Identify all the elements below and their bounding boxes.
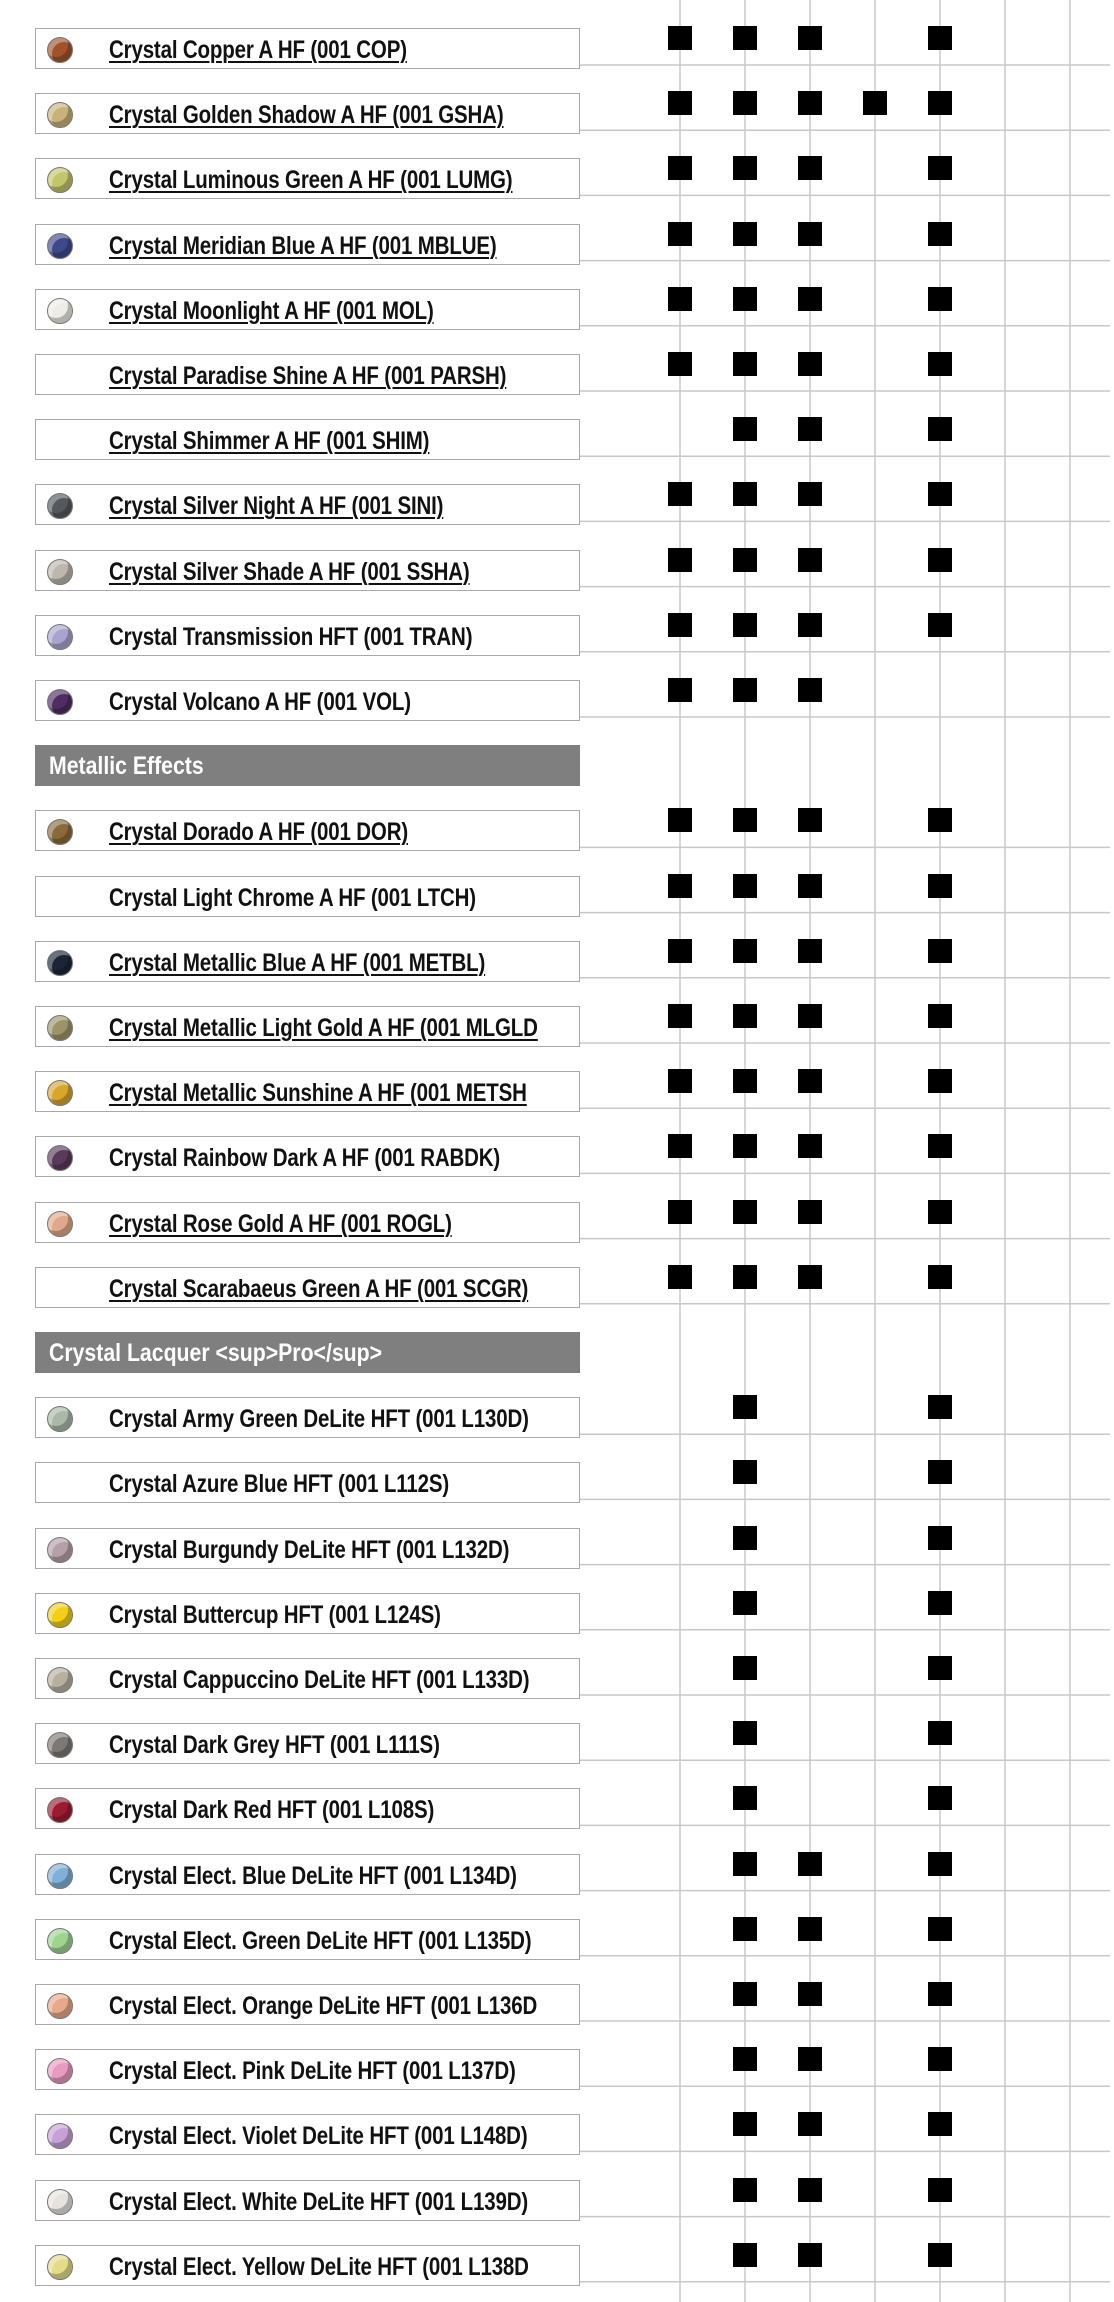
color-swatch-icon (47, 1537, 73, 1563)
availability-mark-c5 (928, 939, 952, 963)
product-row-box (35, 680, 580, 721)
availability-mark-c1 (668, 156, 692, 180)
availability-mark-c5 (928, 1982, 952, 2006)
product-row-box (35, 1397, 580, 1438)
availability-mark-c1 (668, 939, 692, 963)
product-row[interactable] (35, 419, 580, 460)
availability-mark-c2 (733, 874, 757, 898)
availability-mark-c3 (798, 613, 822, 637)
availability-mark-c1 (668, 1200, 692, 1224)
availability-mark-c1 (668, 482, 692, 506)
availability-mark-c2 (733, 1982, 757, 2006)
product-row-box (35, 615, 580, 656)
product-row[interactable] (35, 2114, 580, 2155)
product-row-box (35, 1984, 580, 2025)
product-link[interactable]: Crystal Copper A HF (001 COP) (109, 36, 407, 64)
product-link[interactable]: Crystal Metallic Light Gold A HF (001 MLGLD (109, 1014, 538, 1042)
product-row-box (35, 354, 580, 395)
availability-mark-c3 (798, 1004, 822, 1028)
availability-mark-c3 (798, 1069, 822, 1093)
availability-mark-c3 (798, 352, 822, 376)
product-label: Crystal Elect. Yellow DeLite HFT (001 L138D (109, 2252, 529, 2281)
availability-mark-c2 (733, 1526, 757, 1550)
product-row[interactable] (35, 1397, 580, 1438)
availability-mark-c5 (928, 287, 952, 311)
availability-mark-c3 (798, 1852, 822, 1876)
availability-mark-c2 (733, 156, 757, 180)
availability-mark-c2 (733, 2178, 757, 2202)
product-row[interactable] (35, 680, 580, 721)
product-label: Crystal Rainbow Dark A HF (001 RABDK) (109, 1144, 501, 1173)
availability-mark-c3 (798, 1265, 822, 1289)
availability-mark-c3 (798, 2047, 822, 2071)
product-row[interactable] (35, 1854, 580, 1895)
product-row-box (35, 1462, 580, 1503)
product-row-box (35, 28, 580, 69)
product-row-box (35, 224, 580, 265)
availability-mark-c3 (798, 2243, 822, 2267)
color-swatch-icon (47, 1080, 73, 1106)
product-label: Crystal Buttercup HFT (001 L124S) (109, 1600, 441, 1629)
product-row[interactable] (35, 1658, 580, 1699)
availability-mark-c5 (928, 222, 952, 246)
product-row[interactable] (35, 2049, 580, 2090)
availability-mark-c5 (928, 2243, 952, 2267)
availability-mark-c5 (928, 91, 952, 115)
color-swatch-icon (47, 37, 73, 63)
availability-mark-c5 (928, 1265, 952, 1289)
availability-mark-c3 (798, 2178, 822, 2202)
product-label: Crystal Dark Grey HFT (001 L111S) (109, 1731, 440, 1760)
product-row-box (35, 1267, 580, 1308)
section-header-bar (35, 1332, 580, 1373)
product-row[interactable] (35, 941, 580, 982)
product-row-box (35, 2049, 580, 2090)
product-label: Crystal Burgundy DeLite HFT (001 L132D) (109, 1535, 510, 1564)
availability-mark-c2 (733, 91, 757, 115)
availability-mark-c5 (928, 2112, 952, 2136)
product-row-box (35, 810, 580, 851)
color-swatch-icon (47, 1211, 73, 1237)
availability-mark-c5 (928, 1721, 952, 1745)
availability-mark-c2 (733, 1265, 757, 1289)
product-row-box (35, 1919, 580, 1960)
availability-mark-c3 (798, 1200, 822, 1224)
availability-mark-c5 (928, 1460, 952, 1484)
product-row[interactable] (35, 484, 580, 525)
product-row[interactable] (35, 2245, 580, 2286)
availability-mark-c3 (798, 222, 822, 246)
color-swatch-icon (47, 1928, 73, 1954)
availability-mark-c5 (928, 548, 952, 572)
product-row-box (35, 484, 580, 525)
product-row[interactable] (35, 1528, 580, 1569)
availability-mark-c5 (928, 1591, 952, 1615)
product-label: Crystal Elect. Violet DeLite HFT (001 L148D) (109, 2122, 528, 2151)
product-row[interactable] (35, 28, 580, 69)
product-row[interactable] (35, 1462, 580, 1503)
availability-mark-c2 (733, 482, 757, 506)
color-swatch-icon (47, 298, 73, 324)
availability-mark-c5 (928, 1069, 952, 1093)
product-row-box (35, 289, 580, 330)
availability-mark-c1 (668, 91, 692, 115)
product-label: Crystal Cappuccino DeLite HFT (001 L133D) (109, 1666, 530, 1694)
product-row[interactable] (35, 354, 580, 395)
product-row-box (35, 1528, 580, 1569)
availability-mark-c5 (928, 1656, 952, 1680)
color-swatch-icon (47, 2123, 73, 2149)
section-header (35, 1332, 580, 1373)
availability-mark-c1 (668, 1265, 692, 1289)
availability-mark-c2 (733, 1591, 757, 1615)
product-row[interactable] (35, 1593, 580, 1634)
color-swatch-icon (47, 1667, 73, 1693)
color-swatch-icon (47, 1993, 73, 2019)
availability-mark-c3 (798, 1982, 822, 2006)
availability-mark-c2 (733, 1069, 757, 1093)
product-row[interactable] (35, 289, 580, 330)
product-row[interactable] (35, 1919, 580, 1960)
section-header-bar (35, 745, 580, 786)
product-row-box (35, 941, 580, 982)
availability-mark-c2 (733, 287, 757, 311)
color-swatch-icon (47, 493, 73, 519)
availability-mark-c1 (668, 678, 692, 702)
availability-mark-c1 (668, 808, 692, 832)
product-label: Crystal Azure Blue HFT (001 L112S) (109, 1470, 450, 1499)
product-link[interactable]: Crystal Golden Shadow A HF (001 GSHA) (109, 101, 504, 130)
availability-mark-c5 (928, 1786, 952, 1810)
availability-mark-c5 (928, 1917, 952, 1941)
product-row[interactable] (35, 1723, 580, 1764)
availability-mark-c5 (928, 1852, 952, 1876)
color-swatch-icon (47, 1863, 73, 1889)
availability-mark-c2 (733, 352, 757, 376)
product-link[interactable]: Crystal Luminous Green A HF (001 LUMG) (109, 166, 513, 195)
availability-mark-c1 (668, 352, 692, 376)
availability-mark-c2 (733, 613, 757, 637)
availability-mark-c2 (733, 26, 757, 50)
availability-mark-c2 (733, 1721, 757, 1745)
product-row-box (35, 2180, 580, 2221)
availability-mark-c2 (733, 1460, 757, 1484)
availability-mark-c5 (928, 417, 952, 441)
availability-mark-c2 (733, 1395, 757, 1419)
availability-mark-c3 (798, 939, 822, 963)
product-row[interactable] (35, 93, 580, 134)
color-swatch-icon (47, 102, 73, 128)
color-swatch-icon (47, 1602, 73, 1628)
product-link[interactable]: Crystal Moonlight A HF (001 MOL) (109, 296, 434, 325)
product-label: Crystal Dark Red HFT (001 L108S) (109, 1796, 435, 1825)
availability-mark-c3 (798, 678, 822, 702)
availability-mark-c1 (668, 26, 692, 50)
product-link[interactable]: Crystal Shimmer A HF (001 SHIM) (109, 427, 430, 456)
availability-mark-c2 (733, 2047, 757, 2071)
availability-mark-c2 (733, 548, 757, 572)
product-row-box (35, 2114, 580, 2155)
availability-mark-c5 (928, 1004, 952, 1028)
product-row-box (35, 1723, 580, 1764)
product-row-box (35, 93, 580, 134)
availability-mark-c2 (733, 1917, 757, 1941)
availability-mark-c3 (798, 808, 822, 832)
availability-mark-c2 (733, 1786, 757, 1810)
availability-mark-c2 (733, 2112, 757, 2136)
availability-mark-c3 (798, 874, 822, 898)
availability-mark-c5 (928, 1395, 952, 1419)
product-row[interactable] (35, 550, 580, 591)
color-swatch-icon (47, 559, 73, 585)
product-label: Crystal Elect. Pink DeLite HFT (001 L137D) (109, 2057, 516, 2086)
availability-mark-c5 (928, 1526, 952, 1550)
availability-mark-c1 (668, 1004, 692, 1028)
availability-mark-c2 (733, 1200, 757, 1224)
product-link[interactable]: Crystal Rose Gold A HF (001 ROGL) (109, 1209, 452, 1238)
color-swatch-icon (47, 1797, 73, 1823)
availability-mark-c2 (733, 1852, 757, 1876)
product-link[interactable]: Crystal Metallic Sunshine A HF (001 METSH (109, 1079, 527, 1108)
availability-mark-c1 (668, 1069, 692, 1093)
availability-mark-c3 (798, 1134, 822, 1158)
availability-mark-c1 (668, 222, 692, 246)
color-swatch-icon (47, 167, 73, 193)
product-row-box (35, 1593, 580, 1634)
availability-mark-c5 (928, 874, 952, 898)
color-swatch-icon (47, 1015, 73, 1041)
availability-mark-c2 (733, 2243, 757, 2267)
availability-mark-c1 (668, 874, 692, 898)
color-swatch-icon (47, 819, 73, 845)
color-swatch-icon (47, 233, 73, 259)
availability-mark-c1 (668, 548, 692, 572)
availability-mark-c4 (863, 91, 887, 115)
availability-mark-c3 (798, 91, 822, 115)
availability-mark-c3 (798, 287, 822, 311)
availability-mark-c3 (798, 482, 822, 506)
product-link[interactable]: Crystal Silver Shade A HF (001 SSHA) (109, 557, 470, 586)
color-swatch-icon (47, 2254, 73, 2280)
product-row-box (35, 1136, 580, 1177)
product-row-box (35, 876, 580, 917)
availability-mark-c1 (668, 613, 692, 637)
product-link[interactable]: Crystal Silver Night A HF (001 SINI) (109, 492, 444, 521)
availability-mark-c2 (733, 222, 757, 246)
availability-mark-c5 (928, 352, 952, 376)
color-swatch-icon (47, 689, 73, 715)
product-row-box (35, 1788, 580, 1829)
product-link[interactable]: Crystal Dorado A HF (001 DOR) (109, 818, 409, 847)
availability-mark-c2 (733, 1134, 757, 1158)
product-row[interactable] (35, 158, 580, 199)
product-row-box (35, 158, 580, 199)
product-row[interactable] (35, 1202, 580, 1243)
availability-mark-c3 (798, 1917, 822, 1941)
color-swatch-icon (47, 1732, 73, 1758)
product-row[interactable] (35, 1071, 580, 1112)
availability-mark-c5 (928, 1134, 952, 1158)
product-label: Crystal Elect. Orange DeLite HFT (001 L136D (109, 1992, 538, 2020)
product-link[interactable]: Crystal Scarabaeus Green A HF (001 SCGR) (109, 1274, 529, 1303)
color-swatch-icon (47, 624, 73, 650)
color-swatch-icon (47, 950, 73, 976)
product-row-box (35, 1202, 580, 1243)
availability-mark-c1 (668, 1134, 692, 1158)
product-row[interactable] (35, 876, 580, 917)
availability-mark-c1 (668, 287, 692, 311)
product-row[interactable] (35, 1006, 580, 1047)
product-row[interactable] (35, 615, 580, 656)
product-link[interactable]: Crystal Metallic Blue A HF (001 METBL) (109, 948, 486, 977)
availability-mark-c3 (798, 2112, 822, 2136)
availability-mark-c5 (928, 2047, 952, 2071)
section-header-label: Metallic Effects (49, 752, 204, 781)
product-label: Crystal Elect. Blue DeLite HFT (001 L134D) (109, 1861, 517, 1890)
product-link[interactable]: Crystal Paradise Shine A HF (001 PARSH) (109, 362, 507, 390)
availability-mark-c3 (798, 417, 822, 441)
product-row[interactable] (35, 1984, 580, 2025)
product-link[interactable]: Crystal Meridian Blue A HF (001 MBLUE) (109, 231, 497, 260)
availability-mark-c5 (928, 1200, 952, 1224)
availability-mark-c5 (928, 2178, 952, 2202)
product-row-box (35, 550, 580, 591)
product-row-box (35, 2245, 580, 2286)
product-row[interactable] (35, 1788, 580, 1829)
availability-mark-c5 (928, 808, 952, 832)
product-row-box (35, 1854, 580, 1895)
availability-mark-c5 (928, 156, 952, 180)
availability-mark-c3 (798, 156, 822, 180)
section-header (35, 745, 580, 786)
product-row-box (35, 419, 580, 460)
availability-mark-c2 (733, 417, 757, 441)
availability-mark-c5 (928, 26, 952, 50)
color-swatch-icon (47, 2058, 73, 2084)
availability-mark-c2 (733, 1656, 757, 1680)
color-swatch-icon (47, 2189, 73, 2215)
product-row[interactable] (35, 1136, 580, 1177)
availability-mark-c5 (928, 613, 952, 637)
product-row[interactable] (35, 2180, 580, 2221)
product-row-box (35, 1658, 580, 1699)
color-swatch-icon (47, 1406, 73, 1432)
section-header-label: Crystal Lacquer <sup>Pro</sup> (49, 1339, 383, 1367)
availability-mark-c3 (798, 548, 822, 572)
availability-mark-c2 (733, 678, 757, 702)
product-label: Crystal Elect. White DeLite HFT (001 L139D) (109, 2187, 529, 2216)
product-label: Crystal Volcano A HF (001 VOL) (109, 688, 411, 716)
product-label: Crystal Army Green DeLite HFT (001 L130D) (109, 1405, 529, 1434)
product-row-box (35, 1071, 580, 1112)
product-row[interactable] (35, 1267, 580, 1308)
product-label: Crystal Transmission HFT (001 TRAN) (109, 622, 473, 651)
product-label: Crystal Elect. Green DeLite HFT (001 L135D) (109, 1926, 532, 1955)
availability-mark-c2 (733, 808, 757, 832)
product-row-box (35, 1006, 580, 1047)
availability-mark-c2 (733, 1004, 757, 1028)
availability-mark-c3 (798, 26, 822, 50)
product-row[interactable] (35, 224, 580, 265)
availability-mark-c2 (733, 939, 757, 963)
color-swatch-icon (47, 1145, 73, 1171)
availability-mark-c5 (928, 482, 952, 506)
product-label: Crystal Light Chrome A HF (001 LTCH) (109, 883, 476, 912)
product-row[interactable] (35, 810, 580, 851)
